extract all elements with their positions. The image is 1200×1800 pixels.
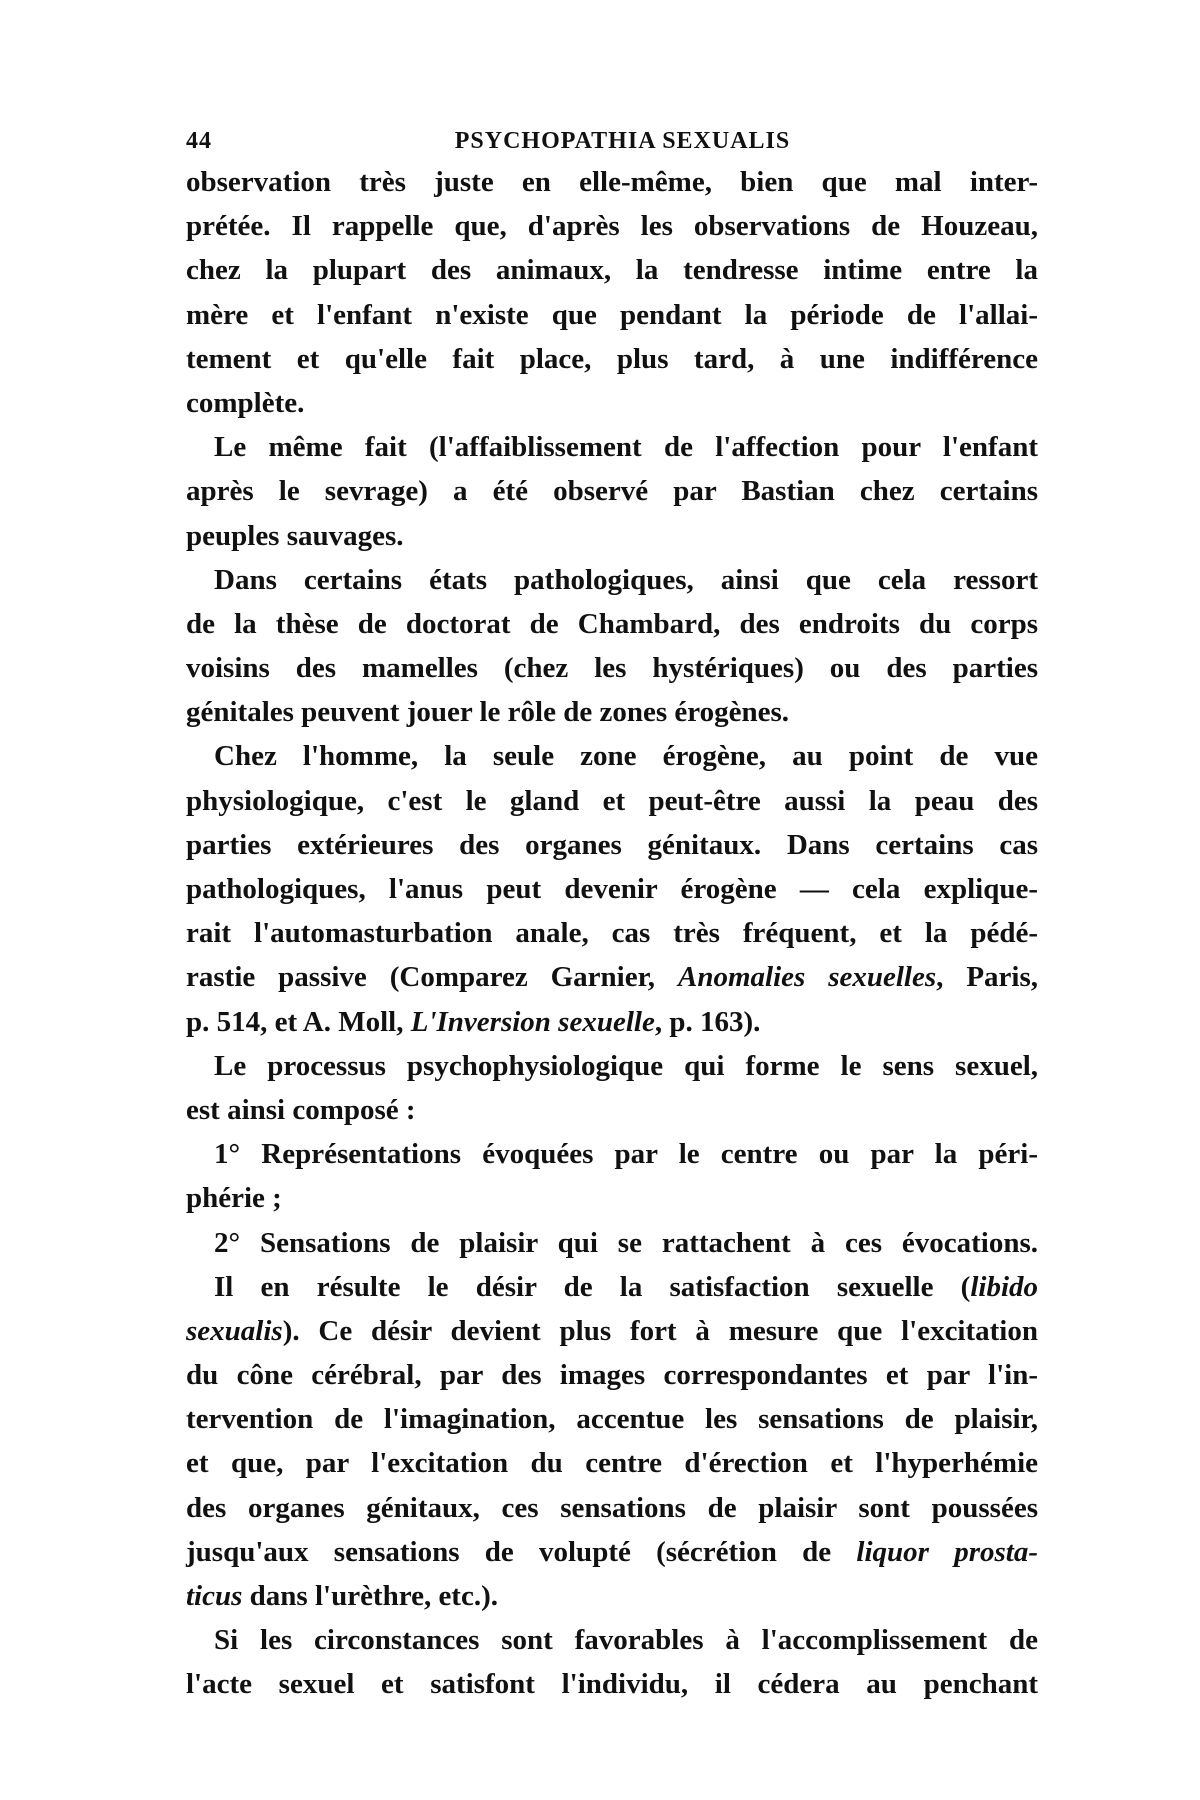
text-line <box>186 1265 1038 1309</box>
text-segment: tement et qu'elle fait place, plus tard, à une indifférence <box>186 342 1038 375</box>
text-segment: des organes génitaux, ces sensations de plaisir sont poussées <box>186 1491 1038 1524</box>
text-segment: complète. <box>186 386 305 419</box>
text-line <box>186 911 1038 955</box>
text-line <box>186 248 1038 292</box>
text-line <box>186 1088 1038 1132</box>
text-line <box>186 1618 1038 1662</box>
text-line <box>186 690 1038 734</box>
text-line <box>186 955 1038 999</box>
text-segment: l'acte sexuel et satisfont l'individu, il cédera au penchant <box>186 1668 1038 1701</box>
text-line <box>186 558 1038 602</box>
text-line <box>186 469 1038 513</box>
text-segment: , Paris, <box>936 961 1038 994</box>
text-line <box>186 1441 1038 1485</box>
text-segment: génitales peuvent jouer le rôle de zones érogènes. <box>186 696 789 729</box>
text-segment: Le processus psychophysiologique qui forme le sens sexuel, <box>214 1049 1038 1082</box>
text-segment: chez la plupart des animaux, la tendresse intime entre la <box>186 254 1038 287</box>
text-segment: Il en résulte le désir de la satisfaction sexuelle ( <box>214 1270 971 1303</box>
text-line <box>186 1309 1038 1353</box>
text-segment: physiologique, c'est le gland et peut-être aussi la peau des <box>186 784 1038 817</box>
page-number: 44 <box>186 128 212 154</box>
text-line <box>186 1132 1038 1176</box>
text-segment: 1° Représentations évoquées par le centre ou par la péri- <box>214 1138 1038 1171</box>
text-segment: de la thèse de doctorat de Chambard, des endroits du corps <box>186 607 1038 640</box>
text-line <box>186 1530 1038 1574</box>
text-line <box>186 1397 1038 1441</box>
text-segment: est ainsi composé : <box>186 1093 416 1126</box>
text-segment: du cône cérébral, par des images correspondantes et par l'in- <box>186 1359 1038 1392</box>
text-segment: tervention de l'imagination, accentue les sensations de plaisir, <box>186 1403 1038 1436</box>
text-line <box>186 779 1038 823</box>
text-segment: pathologiques, l'anus peut devenir érogène — cela explique- <box>186 873 1038 905</box>
text-segment: Le même fait (l'affaiblissement de l'affection pour l'enfant <box>214 431 1038 464</box>
italic-text: libido <box>970 1270 1038 1303</box>
text-line <box>186 734 1038 778</box>
italic-text: sexualis <box>186 1314 283 1347</box>
text-line <box>186 1353 1038 1397</box>
text-segment: dans l'urèthre, etc.). <box>242 1580 498 1612</box>
text-segment: voisins des mamelles (chez les hystériques) ou des parties <box>186 652 1038 685</box>
text-segment: observation très juste en elle-même, bien que mal inter- <box>186 166 1038 198</box>
text-line <box>186 381 1038 425</box>
text-segment: et que, par l'excitation du centre d'érection et l'hyperhémie <box>186 1447 1038 1480</box>
text-segment: 2° Sensations de plaisir qui se rattachent à ces évocations. <box>214 1226 1038 1259</box>
running-title: PSYCHOPATHIA SEXUALIS <box>454 128 791 154</box>
text-segment: prétée. Il rappelle que, d'après les observations de Houzeau, <box>186 210 1038 243</box>
text-line <box>186 293 1038 337</box>
text-line <box>186 514 1038 558</box>
text-line <box>186 1221 1038 1265</box>
italic-text: liquor prosta- <box>856 1535 1038 1568</box>
text-line <box>186 646 1038 690</box>
text-line <box>186 1000 1038 1044</box>
text-line <box>186 204 1038 248</box>
text-segment: Si les circonstances sont favorables à l'accomplissement de <box>214 1624 1038 1657</box>
text-segment: p. 514, et A. Moll, <box>186 1005 411 1038</box>
text-line <box>186 602 1038 646</box>
italic-text: Anomalies sexuelles <box>677 961 937 994</box>
text-segment: Dans certains états pathologiques, ainsi que cela ressort <box>214 563 1038 596</box>
text-line <box>186 425 1038 469</box>
text-line <box>186 337 1038 381</box>
text-segment: rastie passive (Comparez Garnier, <box>186 961 678 994</box>
text-segment: peuples sauvages. <box>186 519 404 552</box>
body-text <box>186 160 1038 1707</box>
italic-text: ticus <box>186 1580 243 1612</box>
text-segment: rait l'automasturbation anale, cas très fréquent, et la pédé- <box>186 917 1038 950</box>
italic-text: L'Inversion sexuelle <box>410 1005 655 1038</box>
text-segment: jusqu'aux sensations de volupté (sécrétion de <box>186 1535 857 1568</box>
text-line <box>186 1044 1038 1088</box>
text-line <box>186 1176 1038 1220</box>
text-line <box>186 867 1038 911</box>
text-segment: Chez l'homme, la seule zone érogène, au point de vue <box>214 740 1038 773</box>
text-line <box>186 823 1038 867</box>
text-segment: après le sevrage) a été observé par Bastian chez certains <box>186 475 1038 508</box>
text-line <box>186 1486 1038 1530</box>
text-segment: parties extérieures des organes génitaux. Dans certains cas <box>186 828 1038 861</box>
text-segment: mère et l'enfant n'existe que pendant la période de l'allai- <box>186 298 1038 331</box>
text-segment: ). Ce désir devient plus fort à mesure que l'excitation <box>282 1314 1038 1347</box>
text-line <box>186 160 1038 204</box>
text-segment: , p. 163). <box>654 1005 761 1038</box>
text-line <box>186 1662 1038 1706</box>
text-segment: phérie ; <box>186 1182 282 1215</box>
text-line <box>186 1574 1038 1618</box>
